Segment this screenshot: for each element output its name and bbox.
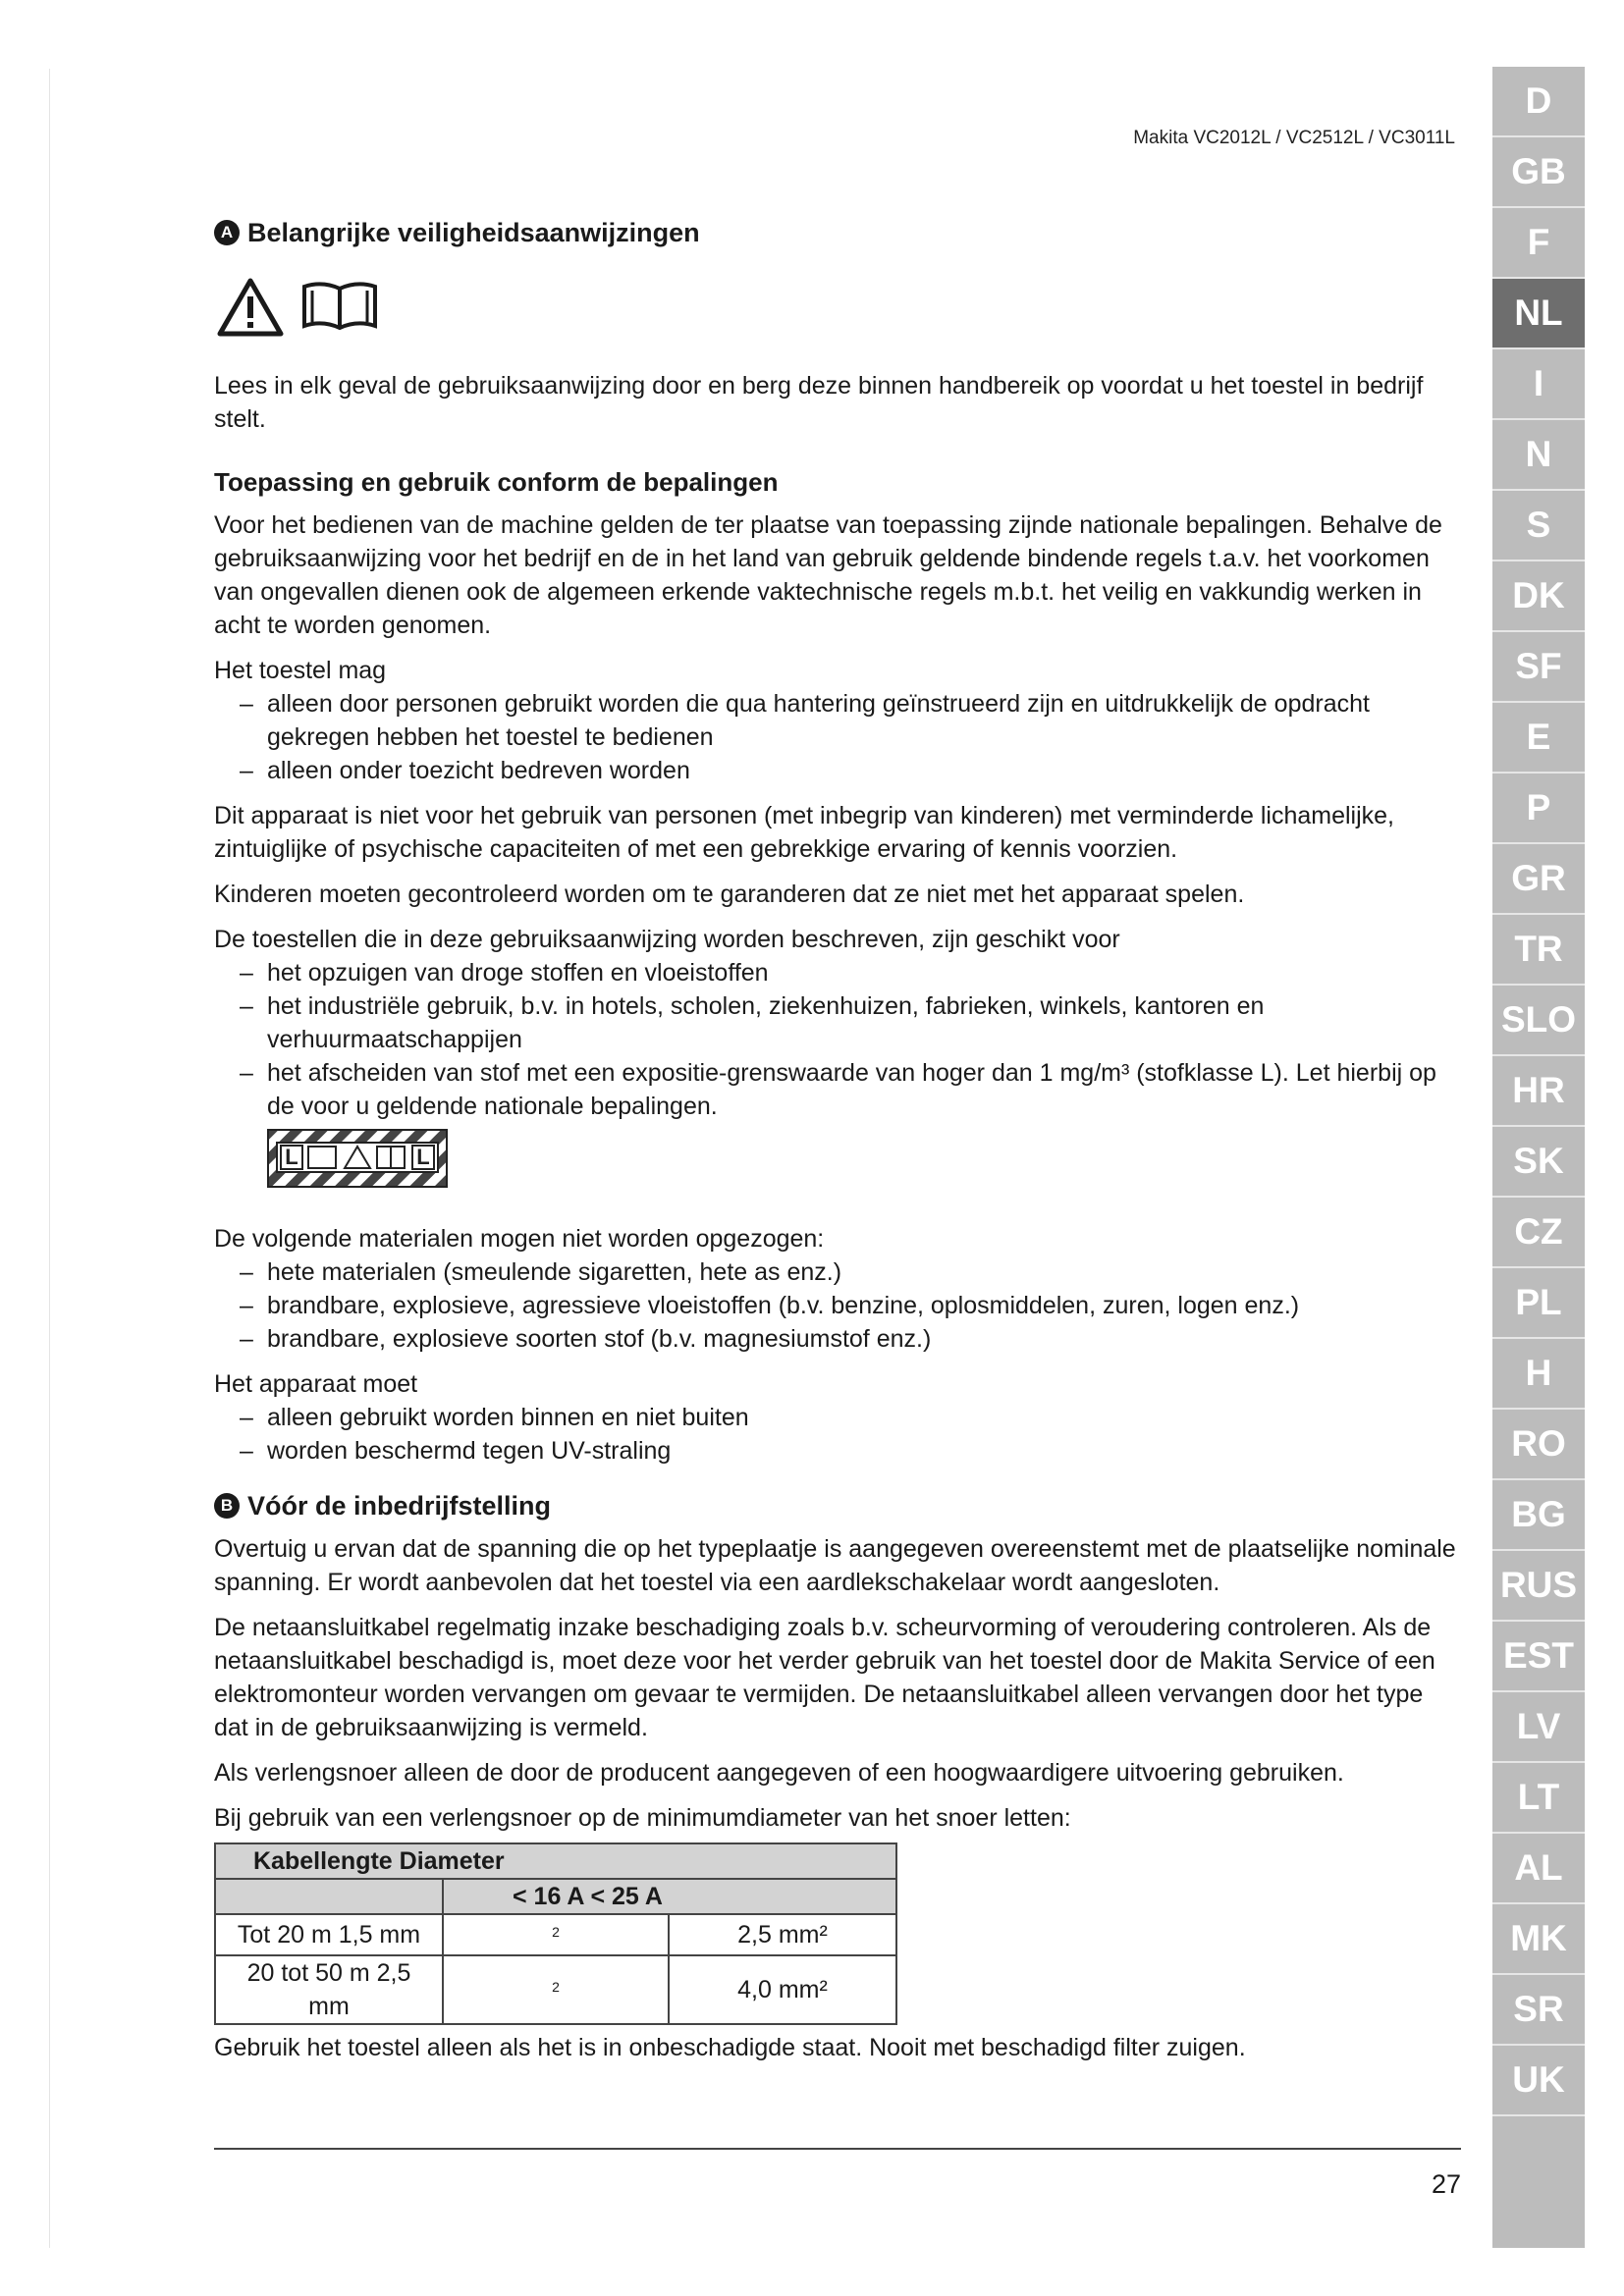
table-cell: 4,0 mm²: [669, 1955, 896, 2024]
section-b-heading: [214, 1489, 1461, 1522]
list-item: – het opzuigen van droge stoffen en vloeistoffen: [214, 956, 1461, 989]
table-cell: 20 tot 50 m 2,5 mm: [215, 1955, 443, 2024]
warning-triangle-icon: [216, 277, 285, 338]
list-item: – alleen door personen gebruikt worden die qua hantering geïnstrueerd zijn en uitdrukkelijk de opdracht gekregen hebben het toestel te bedienen: [214, 687, 1461, 754]
section-a-marker: A: [214, 220, 240, 245]
paragraph-device-must: Het apparaat moet: [214, 1370, 418, 1398]
document-header: Makita VC2012L / VC2512L / VC3011L: [1133, 128, 1455, 148]
list-suitable-for: [214, 956, 1461, 1123]
language-tab-mk: MK: [1492, 1904, 1585, 1975]
language-tab-e: E: [1492, 703, 1585, 774]
paragraph-not-for-persons: Dit apparaat is niet voor het gebruik van personen (met inbegrip van kinderen) met verminderde lichamelijke, zintuiglijke of psychische capaciteiten of met een gebrekkige ervaring of kennis voorzien.: [214, 802, 1395, 863]
subheading-intended-use: Toepassing en gebruik conform de bepalingen: [214, 467, 779, 497]
section-a-heading: [214, 216, 1461, 249]
footer-rule: [214, 2148, 1461, 2150]
language-tab-f: F: [1492, 208, 1585, 279]
language-tab-p: P: [1492, 774, 1585, 844]
paragraph-suitable-for: De toestellen die in deze gebruiksaanwijzing worden beschreven, zijn geschikt voor: [214, 926, 1120, 953]
language-tab-est: EST: [1492, 1622, 1585, 1692]
list-not-to-vacuum: [214, 1255, 1461, 1356]
language-tab-uk: UK: [1492, 2046, 1585, 2116]
table-cell: [443, 1955, 669, 2024]
list-item: – het afscheiden van stof met een expositie-grenswaarde van hoger dan 1 mg/m³ (stofklasse L). Let hierbij op de voor u geldende nationale bepalingen.: [214, 1056, 1461, 1123]
list-item: – worden beschermd tegen UV-straling: [214, 1434, 1461, 1468]
safety-icons: [216, 277, 1461, 338]
dust-class-l-icon: [267, 1129, 448, 1188]
cable-diameter-table: [214, 1842, 897, 2025]
list-item: – hete materialen (smeulende sigaretten, hete as enz.): [214, 1255, 1461, 1289]
list-item: – het industriële gebruik, b.v. in hotels, scholen, ziekenhuizen, fabrieken, winkels, kantoren en verhuurmaatschappijen: [214, 989, 1461, 1056]
table-row: [215, 1955, 896, 2024]
language-tab-lv: LV: [1492, 1692, 1585, 1763]
paragraph-children: Kinderen moeten gecontroleerd worden om te garanderen dat ze niet met het apparaat spelen.: [214, 881, 1245, 908]
language-sidebar: [1492, 67, 1585, 2248]
language-tab-rus: RUS: [1492, 1551, 1585, 1622]
language-tab-gr: GR: [1492, 844, 1585, 915]
read-manual-icon: [298, 277, 381, 338]
language-tab-nl: NL: [1492, 279, 1585, 349]
language-tab-bg: BG: [1492, 1480, 1585, 1551]
language-tab-cz: CZ: [1492, 1198, 1585, 1268]
language-tab-sr: SR: [1492, 1975, 1585, 2046]
table-cell-sup: 2: [552, 1979, 560, 1996]
svg-text:L: L: [285, 1145, 298, 1169]
section-b-title: Vóór de inbedrijfstelling: [247, 1491, 552, 1521]
table-header-row: [215, 1843, 896, 1879]
language-tab-lt: LT: [1492, 1763, 1585, 1834]
table-header-cell: Kabellengte Diameter: [215, 1843, 896, 1879]
table-cell: Tot 20 m 1,5 mm: [215, 1914, 443, 1955]
paragraph-device-may: Het toestel mag: [214, 657, 387, 684]
language-tab-sk: SK: [1492, 1127, 1585, 1198]
table-cell: [443, 1914, 669, 1955]
table-header-cell: < 16 A < 25 A: [443, 1879, 896, 1914]
language-tab-al: AL: [1492, 1834, 1585, 1904]
list-device-may: [214, 687, 1461, 787]
paragraph-not-to-vacuum: De volgende materialen mogen niet worden opgezogen:: [214, 1225, 825, 1253]
language-tab-ro: RO: [1492, 1410, 1585, 1480]
language-tab-d: D: [1492, 67, 1585, 137]
paragraph-undamaged: Gebruik het toestel alleen als het is in onbeschadigde staat. Nooit met beschadigd filter zuigen.: [214, 2034, 1246, 2062]
list-item: – brandbare, explosieve, agressieve vloeistoffen (b.v. benzine, oplosmiddelen, zuren, logen enz.): [214, 1289, 1461, 1322]
paragraph-min-diameter: Bij gebruik van een verlengsnoer op de minimumdiameter van het snoer letten:: [214, 1804, 1071, 1832]
language-tab-tr: TR: [1492, 915, 1585, 986]
language-tab-n: N: [1492, 420, 1585, 491]
list-item: – brandbare, explosieve soorten stof (b.v. magnesiumstof enz.): [214, 1322, 1461, 1356]
table-cell-sup: 2: [552, 1924, 560, 1940]
language-tab-hr: HR: [1492, 1056, 1585, 1127]
page-number: 27: [1431, 2169, 1461, 2199]
section-a-title: Belangrijke veiligheidsaanwijzingen: [247, 218, 700, 247]
language-tab-slo: SLO: [1492, 986, 1585, 1056]
language-tab-s: S: [1492, 491, 1585, 561]
language-tab-i: I: [1492, 349, 1585, 420]
table-subheader-row: [215, 1879, 896, 1914]
list-item: – alleen gebruikt worden binnen en niet buiten: [214, 1401, 1461, 1434]
intro-paragraph: Lees in elk geval de gebruiksaanwijzing door en berg deze binnen handbereik op voordat u het toestel in bedrijf stelt.: [214, 372, 1424, 433]
table-cell: 2,5 mm²: [669, 1914, 896, 1955]
table-row: [215, 1914, 896, 1955]
list-item: – alleen onder toezicht bedreven worden: [214, 754, 1461, 787]
language-tab-sf: SF: [1492, 632, 1585, 703]
table-header-cell: [215, 1879, 443, 1914]
paragraph-regulations: Voor het bedienen van de machine gelden de ter plaatse van toepassing zijnde nationale bepalingen. Behalve de gebruiksaanwijzing voor het bedrijf en de in het land van gebruik geldende bindende regels t.a.v. het voorkomen van ongevallen dienen ook de algemeen erkende vaktechnische regels m.b.t. het veilig en vakkundig werken in acht te worden genomen.: [214, 511, 1442, 639]
language-tab-dk: DK: [1492, 561, 1585, 632]
svg-text:L: L: [416, 1145, 430, 1169]
language-tab-pl: PL: [1492, 1268, 1585, 1339]
list-device-must: [214, 1401, 1461, 1468]
page-margin-line: [49, 69, 50, 2248]
paragraph-voltage: Overtuig u ervan dat de spanning die op het typeplaatje is aangegeven overeenstemt met de plaatselijke nominale spanning. Er wordt aanbevolen dat het toestel via een aardlekschakelaar wordt aangesloten.: [214, 1535, 1456, 1596]
paragraph-power-cable: De netaansluitkabel regelmatig inzake beschadiging zoals b.v. scheurvorming of veroudering controleren. Als de netaansluitkabel beschadigd is, moet deze voor het verder gebruik van het toestel door de Makita Service of een elektromonteur worden vervangen om gevaar te vermijden. De netaansluitkabel alleen vervangen door het type dat in de gebruiksaanwijzing is vermeld.: [214, 1614, 1435, 1741]
language-tab-gb: GB: [1492, 137, 1585, 208]
page-content: [214, 216, 1461, 2064]
language-tab-h: H: [1492, 1339, 1585, 1410]
dust-class-l-badge: [267, 1129, 1461, 1197]
paragraph-extension-cord: Als verlengsnoer alleen de door de producent aangegeven of een hoogwaardigere uitvoering gebruiken.: [214, 1759, 1344, 1787]
section-b-marker: B: [214, 1493, 240, 1519]
